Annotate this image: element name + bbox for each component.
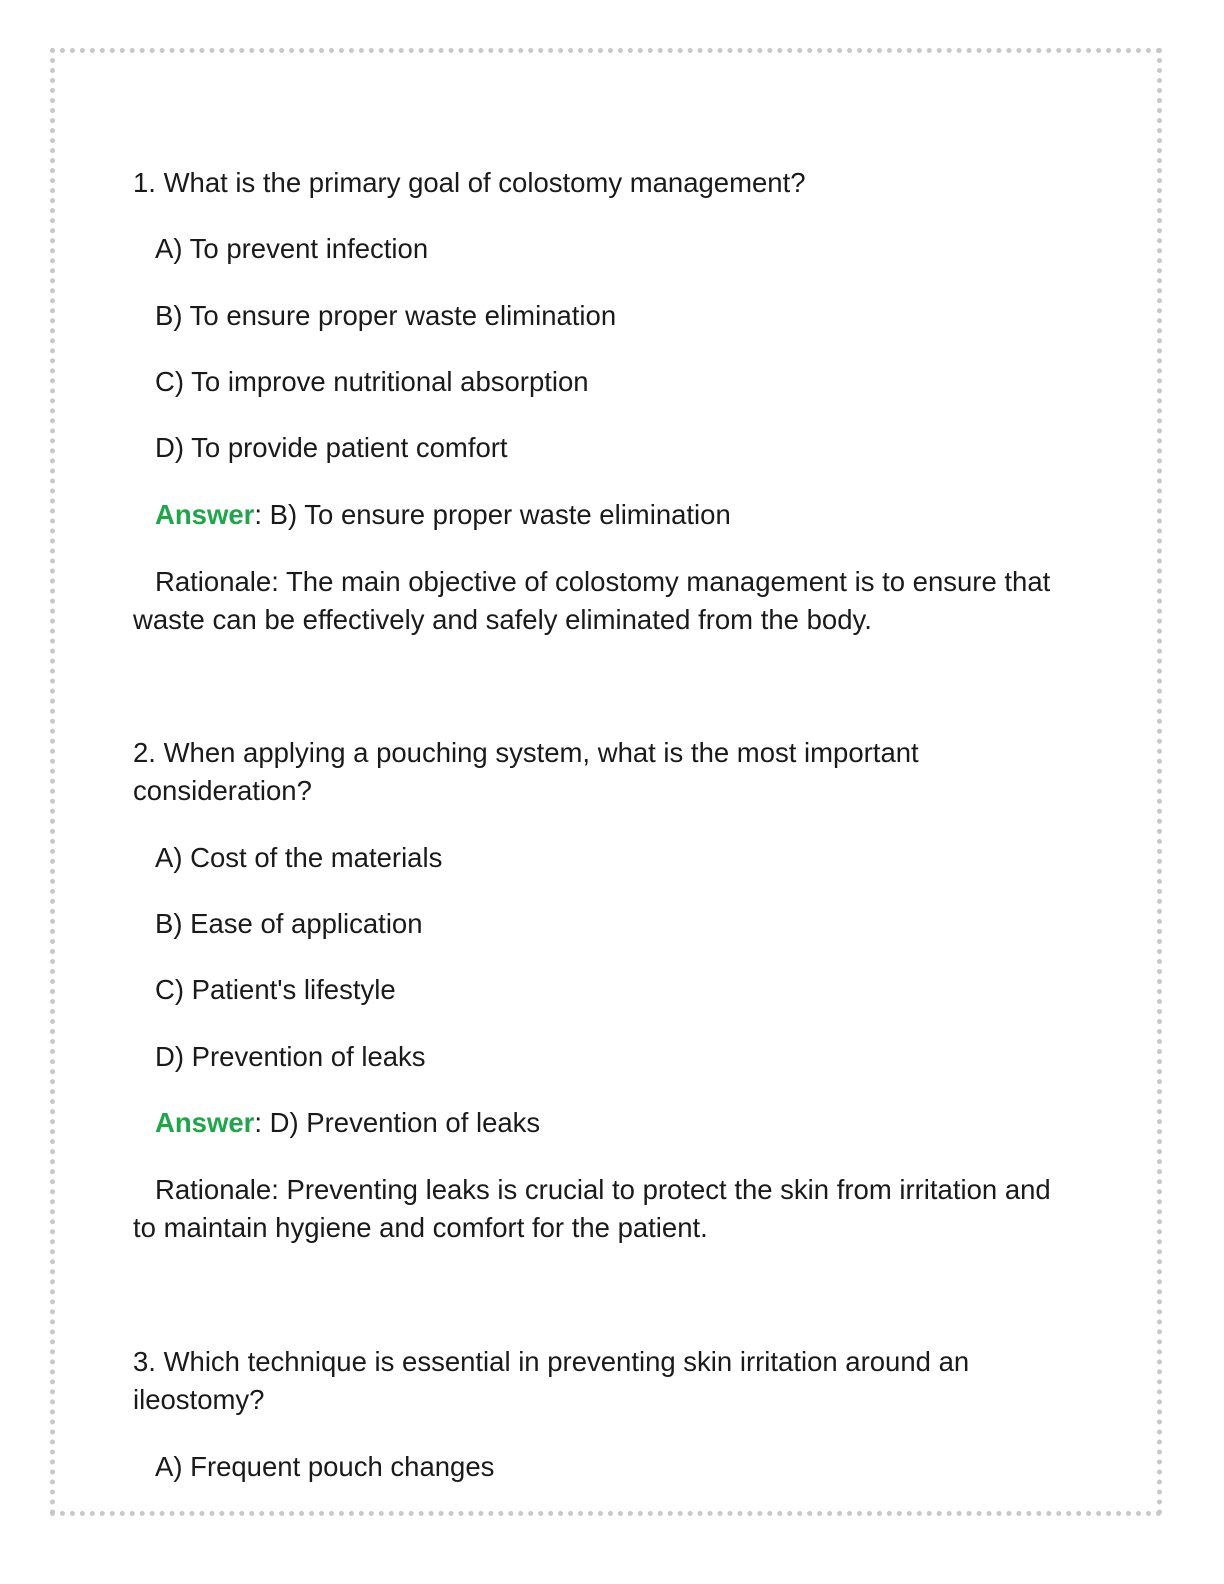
question-1-answer bbox=[133, 496, 731, 534]
question-3-option-a: A) Frequent pouch changes bbox=[155, 1451, 495, 1482]
question-3: 3. Which technique is essential in preventing skin irritation around an ileostomy? bbox=[133, 1346, 970, 1415]
question-2-rationale: Rationale: Preventing leaks is crucial to protect the skin from irritation and to maintain hygiene and comfort for the patient. bbox=[133, 1174, 1051, 1243]
question-2-option-a: A) Cost of the materials bbox=[155, 842, 443, 873]
answer-label: Answer bbox=[155, 499, 255, 530]
question-2-option-b: B) Ease of application bbox=[155, 908, 423, 939]
question-1-option-c: C) To improve nutritional absorption bbox=[155, 366, 589, 397]
answer-text: : B) To ensure proper waste elimination bbox=[254, 499, 731, 530]
question-2-option-c: C) Patient's lifestyle bbox=[155, 974, 396, 1005]
question-2-answer bbox=[133, 1104, 540, 1142]
question-1-option-d: D) To provide patient comfort bbox=[155, 432, 508, 463]
question-1-rationale: Rationale: The main objective of colostomy management is to ensure that waste can be effectively and safely eliminated from the body. bbox=[133, 566, 1051, 635]
question-2-option-d: D) Prevention of leaks bbox=[155, 1041, 426, 1072]
question-1: 1. What is the primary goal of colostomy management? bbox=[133, 167, 806, 198]
answer-label: Answer bbox=[155, 1107, 255, 1138]
question-1-option-a: A) To prevent infection bbox=[155, 233, 429, 264]
answer-text: : D) Prevention of leaks bbox=[254, 1107, 541, 1138]
question-1-option-b: B) To ensure proper waste elimination bbox=[155, 300, 617, 331]
question-2: 2. When applying a pouching system, what is the most important consideration? bbox=[133, 737, 919, 806]
